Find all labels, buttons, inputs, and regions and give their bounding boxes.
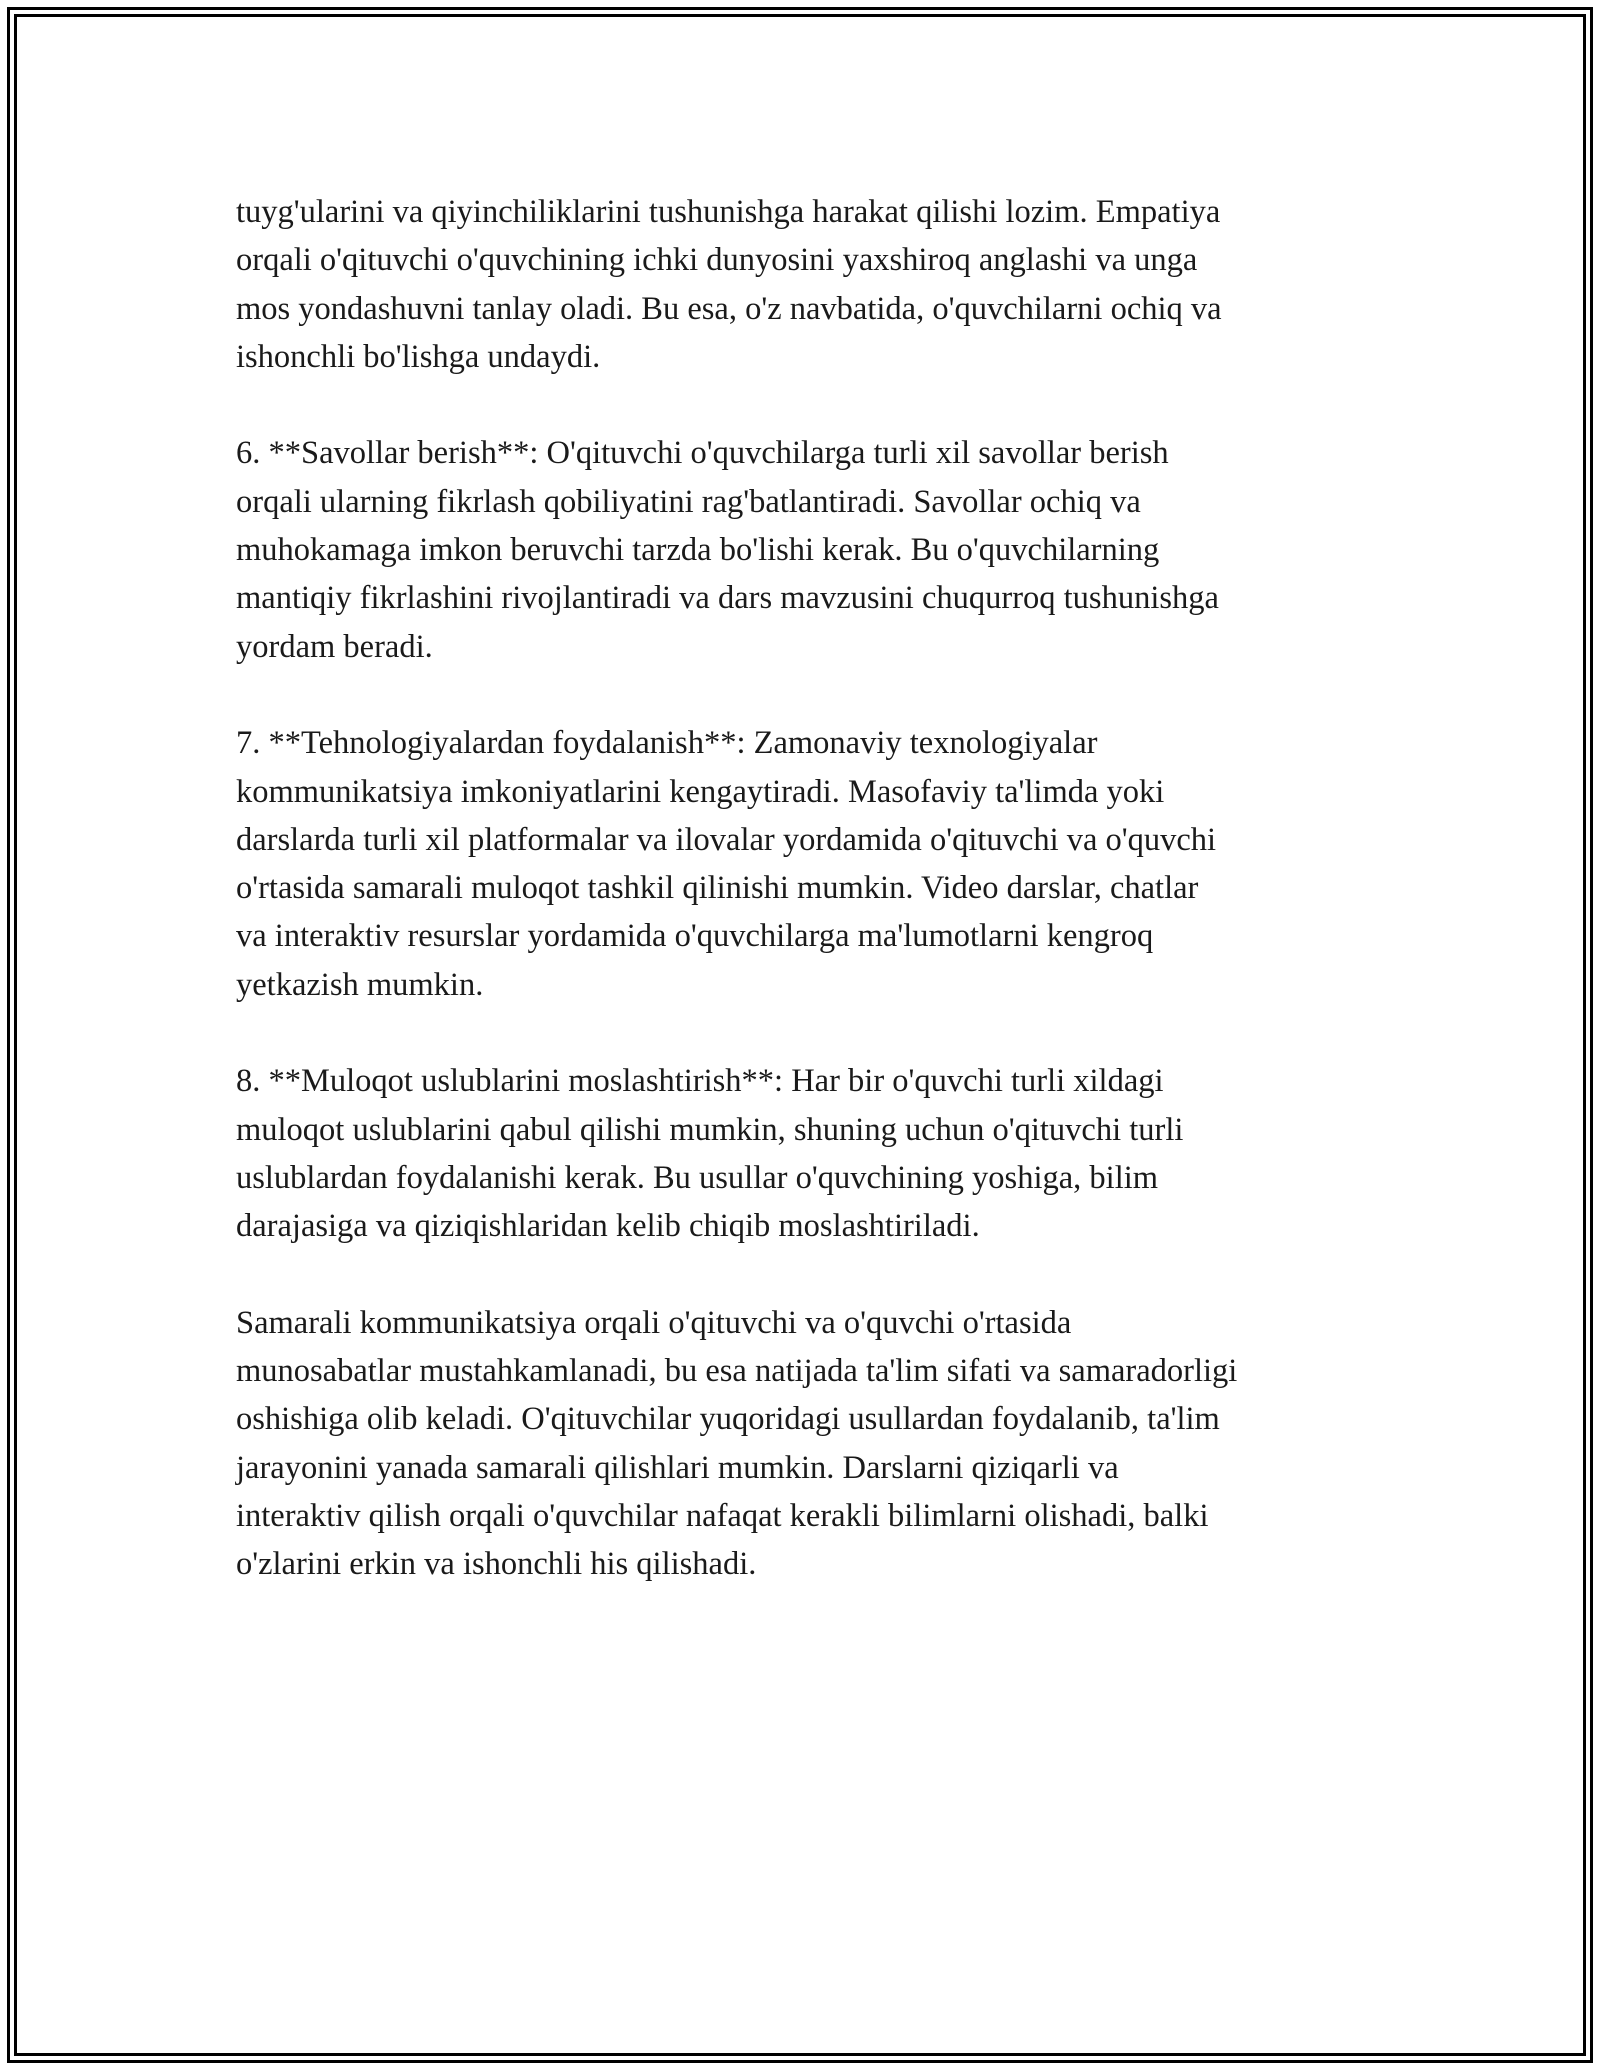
document-body <box>236 188 1416 1637</box>
paragraph-empathy-continuation: tuyg'ularini va qiyinchiliklarini tushunishga harakat qilishi lozim. Empatiya orqali o'qituvchi o'quvchining ichki dunyosini yaxshiroq anglashi va unga mos yondashuvni tanlay oladi. Bu esa, o'z navbatida, o'quvchilarni ochiq va ishonchli bo'lishga undaydi. <box>236 194 1222 375</box>
paragraph-conclusion: Samarali kommunikatsiya orqali o'qituvchi va o'quvchi o'rtasida munosabatlar mustahkamlanadi, bu esa natijada ta'lim sifati va samaradorligi oshishiga olib keladi. O'qituvchilar yuqoridagi usullardan foydalanib, ta'lim jarayonini yanada samarali qilishlari mumkin. Darslarni qiziqarli va interaktiv qilish orqali o'quvchilar nafaqat kerakli bilimlarni olishadi, balki o'zlarini erkin va ishonchli his qilishadi. <box>236 1304 1238 1583</box>
paragraph-adapting-communication-styles: 8. **Muloqot uslublarini moslashtirish**: Har bir o'quvchi turli xildagi muloqot uslublarini qabul qilishi mumkin, shuning uchun o'qituvchi turli uslublardan foydalanishi kerak. Bu usullar o'quvchining yoshiga, bilim darajasiga va qiziqishlaridan kelib chiqib moslashtiriladi. <box>236 1063 1184 1245</box>
paragraph-using-technology: 7. **Tehnologiyalardan foydalanish**: Zamonaviy texnologiyalar kommunikatsiya imkoniyatlarini kengaytiradi. Masofaviy ta'limda yoki darslarda turli xil platformalar va ilovalar yordamida o'qituvchi va o'quvchi o'rtasida samarali muloqot tashkil qilinishi mumkin. Video darslar, chatlar va interaktiv resurslar yordamida o'quvchilarga ma'lumotlarni kengroq yetkazish mumkin. <box>236 725 1217 1003</box>
paragraph-asking-questions: 6. **Savollar berish**: O'qituvchi o'quvchilarga turli xil savollar berish orqali ularning fikrlash qobiliyatini rag'batlantiradi. Savollar ochiq va muhokamaga imkon beruvchi tarzda bo'lishi kerak. Bu o'quvchilarning mantiqiy fikrlashini rivojlantiradi va dars mavzusini chuqurroq tushunishga yordam beradi. <box>236 435 1219 665</box>
